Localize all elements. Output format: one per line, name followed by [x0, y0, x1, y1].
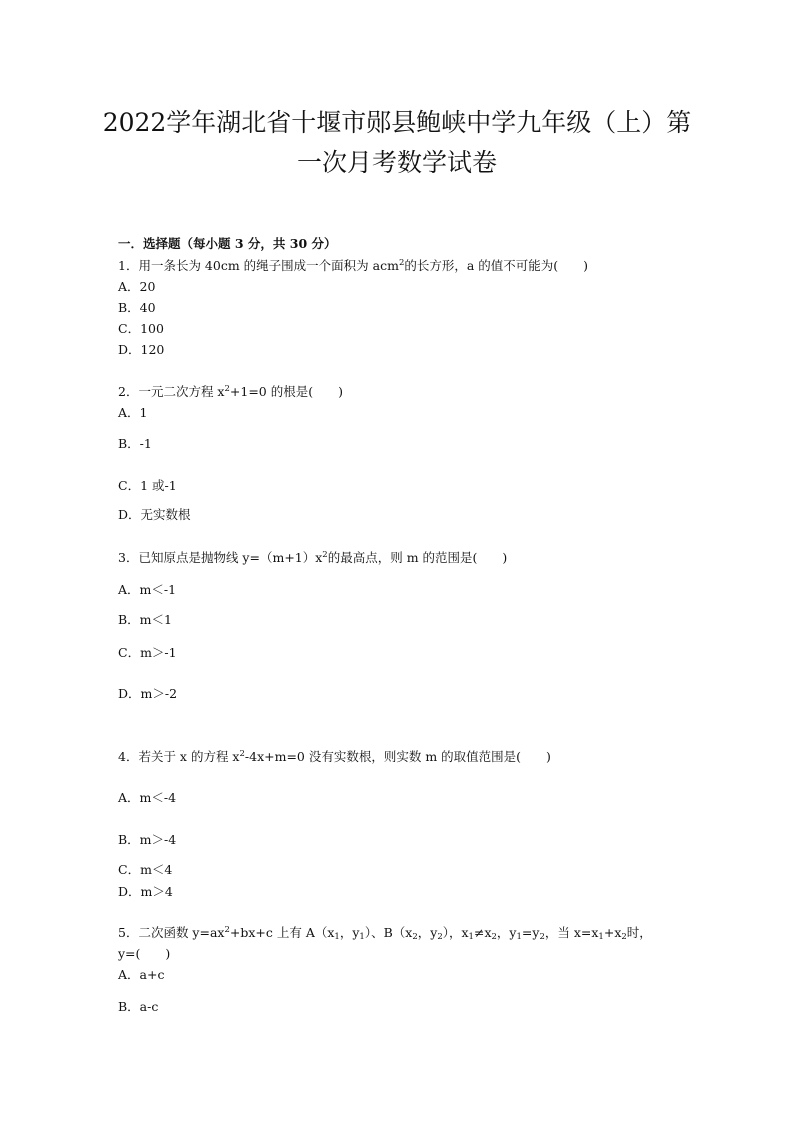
question-3-stem: 3．已知原点是抛物线 $y=(m+1)x^2$的最高点，则 m 的范围是( ) — [118, 550, 508, 565]
q1-option-c: C．100 — [118, 321, 164, 336]
q3-option-a: A．m＜-1 — [118, 582, 177, 597]
q1-option-b: B．40 — [118, 300, 156, 315]
question-2-stem: 2．一元二次方程 $x^2+1=0$ 的根是( ) — [118, 384, 343, 399]
q4-option-c: C．m＜4 — [118, 862, 173, 877]
q4-option-b: B．m＞-4 — [118, 832, 177, 847]
q4-option-d: D．m＞4 — [118, 884, 173, 899]
q3-option-d: D．m＞-2 — [118, 686, 178, 701]
q1-option-d: D．120 — [118, 342, 165, 357]
q1-option-a: A．20 — [118, 279, 156, 294]
q2-option-d: D．无实数根 — [118, 507, 191, 522]
q5-option-b: B．a-c — [118, 999, 159, 1014]
q4-option-a: A．m＜-4 — [118, 790, 177, 805]
section-heading: 一．选择题（每小题 3 分，共 30 分） — [118, 236, 337, 251]
title-line-2: 一次月考数学试卷 — [296, 148, 497, 177]
q2-option-a: A．1 — [118, 405, 148, 420]
q3-option-b: B．m＜1 — [118, 612, 172, 627]
question-1-stem: 1．用一条长为 40cm 的绳子围成一个面积为 acm$^2$的长方形，a 的值不可能为( ) — [118, 258, 589, 273]
title-line-1: 2022学年湖北省十堰市郧县鲍峡中学九年级（上）第 — [102, 108, 692, 137]
question-5-stem: 5．二次函数 $y=ax^2+bx+c$ 上有 $A(x_1$，$y_1$）、$B(x_2$，$y_2$），$x_1\ne x_2$，$y_1=y_2$，当 $x=x_1+x_2$时， — [118, 925, 652, 942]
question-4-stem: 4．若关于 x 的方程 $x^2-4x+m=0$ 没有实数根，则实数 m 的取值范围是( ) — [118, 749, 551, 764]
q3-option-c: C．m＞-1 — [118, 645, 177, 660]
question-5-stem-cont: y=( ) — [118, 946, 171, 961]
q5-option-a: A．a+c — [118, 967, 165, 982]
q2-option-b: B．-1 — [118, 436, 152, 451]
q2-option-c: C．1 或-1 — [118, 478, 177, 493]
